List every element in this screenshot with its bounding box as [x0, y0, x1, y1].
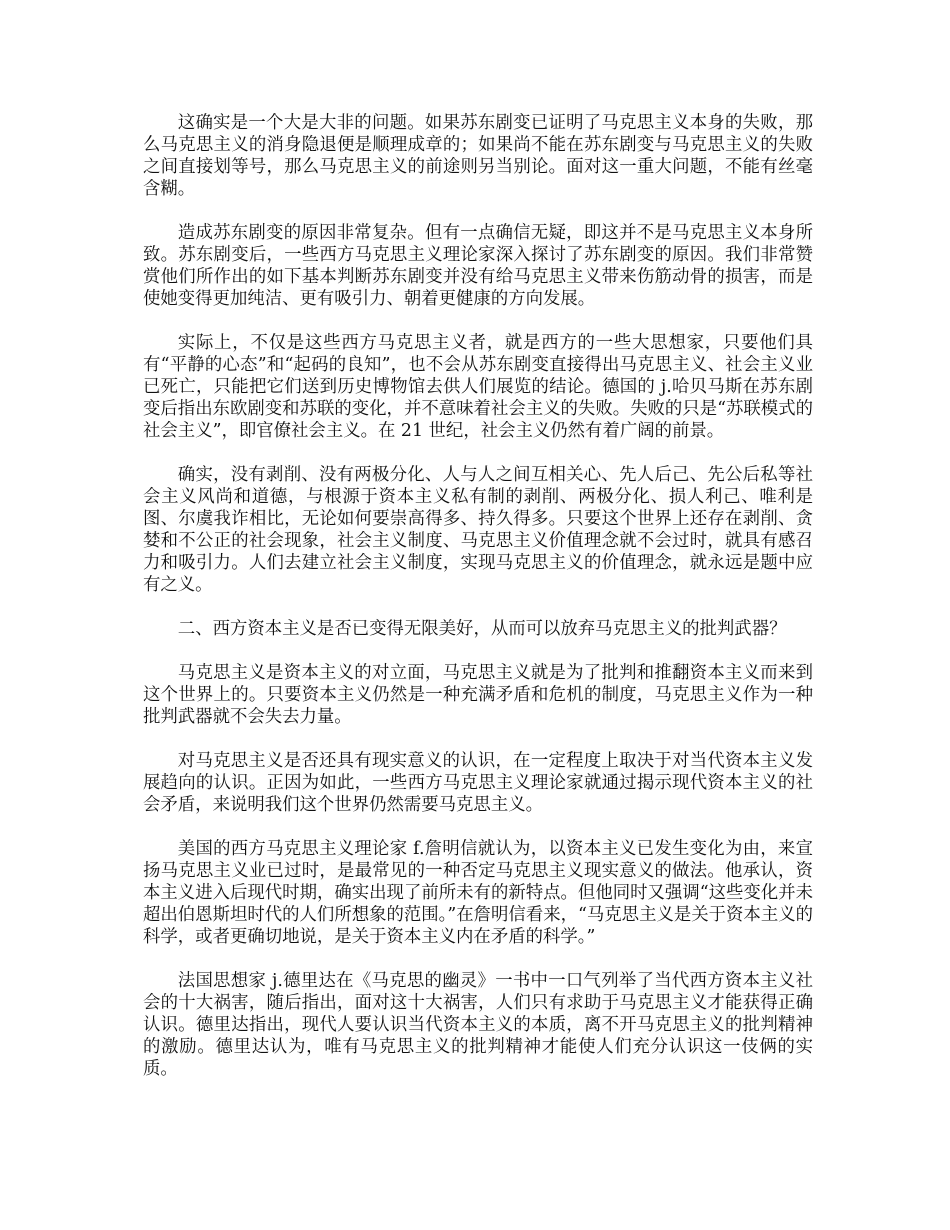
paragraph-6: 对马克思主义是否还具有现实意义的认识，在一定程度上取决于对当代资本主义发展趋向的认识。正因为如此，一些西方马克思主义理论家就通过揭示现代资本主义的社会矛盾，来说明我们这个世界仍然需要马克思主义。 [143, 751, 813, 815]
section-heading: 二、西方资本主义是否已变得无限美好，从而可以放弃马克思主义的批判武器？ [177, 619, 787, 639]
paragraph-1: 这确实是一个大是大非的问题。如果苏东剧变已证明了马克思主义本身的失败，那么马克思主义的消身隐退便是顺理成章的；如果尚不能在苏东剧变与马克思主义的失败之间直接划等号，那么马克思主义的前途则另当别论。面对这一重大问题，不能有丝毫含糊。 [143, 113, 813, 199]
paragraph-8: 法国思想家 j.德里达在《马克思的幽灵》一书中一口气列举了当代西方资本主义社会的十大祸害，随后指出，面对这十大祸害，人们只有求助于马克思主义才能获得正确认识。德里达指出，现代人要认识当代资本主义的本质，离不开马克思主义的批判精神的激励。德里达认为，唯有马克思主义的批判精神才能使人们充分认识这一伎俩的实质。 [143, 971, 813, 1079]
paragraph-7: 美国的西方马克思主义理论家 f.詹明信就认为，以资本主义已发生变化为由，来宣扬马克思主义业已过时，是最常见的一种否定马克思主义现实意义的做法。他承认，资本主义进入后现代时期，确实出现了前所未有的新特点。但他同时又强调“这些变化并未超出伯恩斯坦时代的人们所想象的范围。”在詹明信看来，“马克思主义是关于资本主义的科学，或者更确切地说，是关于资本主义内在矛盾的科学。” [143, 839, 813, 947]
paragraph-3: 实际上，不仅是这些西方马克思主义者，就是西方的一些大思想家，只要他们具有“平静的心态”和“起码的良知”，也不会从苏东剧变直接得出马克思主义、社会主义业已死亡，只能把它们送到历史博物馆去供人们展览的结论。德国的 j.哈贝马斯在苏东剧变后指出东欧剧变和苏联的变化，并不意味着社会主义的失败。失败的只是“苏联模式的社会主义”，即官僚社会主义。在 21 世纪，社会主义仍然有着广阔的前景。 [143, 333, 813, 441]
paragraph-2: 造成苏东剧变的原因非常复杂。但有一点确信无疑，即这并不是马克思主义本身所致。苏东剧变后，一些西方马克思主义理论家深入探讨了苏东剧变的原因。我们非常赞赏他们所作出的如下基本判断苏东剧变并没有给马克思主义带来伤筋动骨的损害，而是使她变得更加纯洁、更有吸引力、朝着更健康的方向发展。 [143, 223, 813, 309]
paragraph-4: 确实，没有剥削、没有两极分化、人与人之间互相关心、先人后己、先公后私等社会主义风尚和道德，与根源于资本主义私有制的剥削、两极分化、损人利己、唯利是图、尔虞我诈相比，无论如何要崇高得多、持久得多。只要这个世界上还存在剥削、贪婪和不公正的社会现象，社会主义制度、马克思主义价值理念就不会过时，就具有感召力和吸引力。人们去建立社会主义制度，实现马克思主义的价值理念，就永远是题中应有之义。 [143, 465, 813, 595]
document-body [143, 112, 813, 1102]
paragraph-5: 马克思主义是资本主义的对立面，马克思主义就是为了批判和推翻资本主义而来到这个世界上的。只要资本主义仍然是一种充满矛盾和危机的制度，马克思主义作为一种批判武器就不会失去力量。 [143, 663, 813, 727]
